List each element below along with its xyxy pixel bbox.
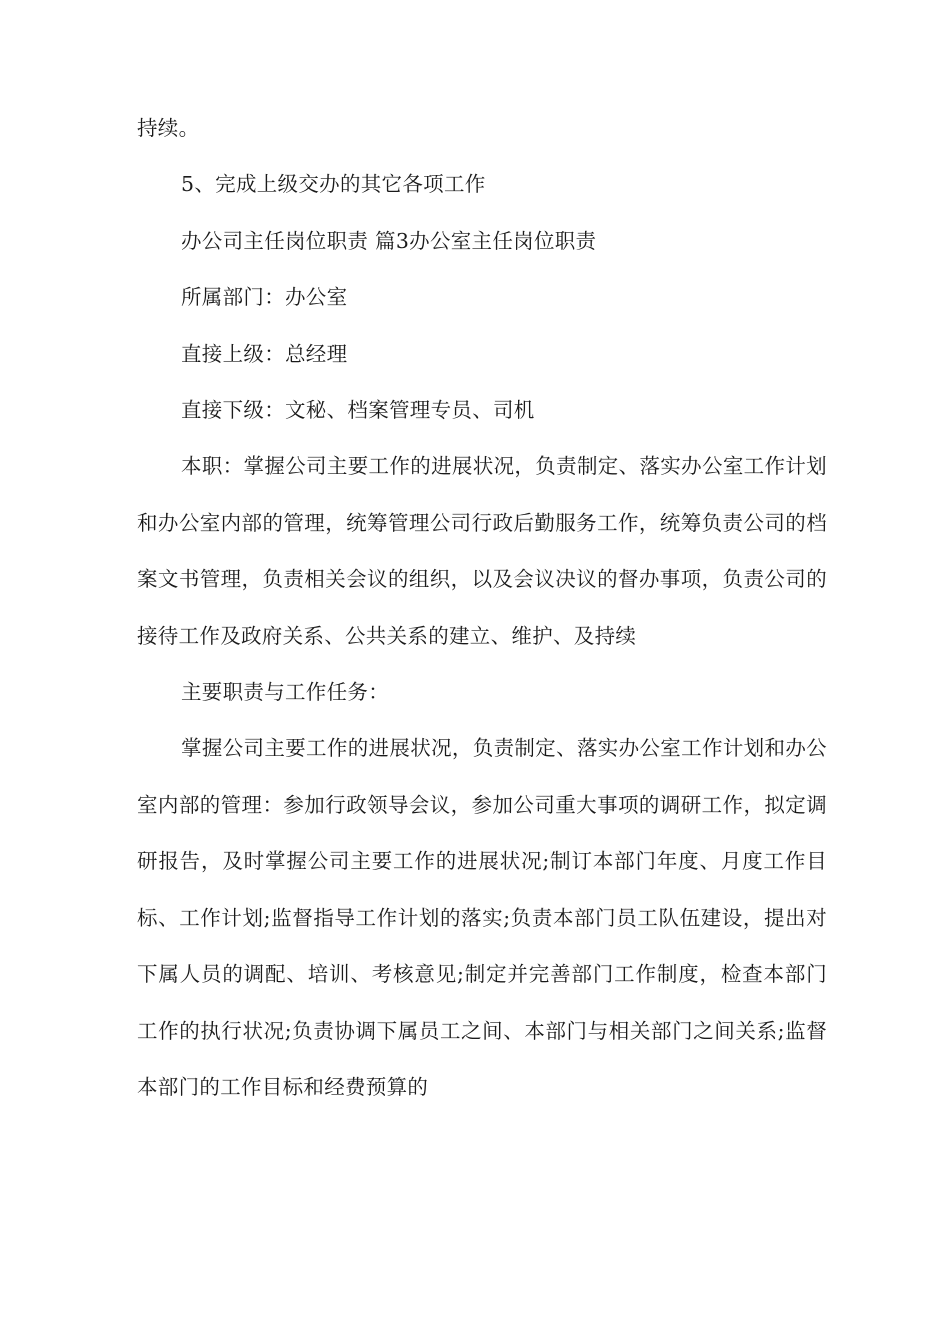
paragraph-item-5: 5、完成上级交办的其它各项工作 — [181, 172, 486, 197]
department-line: 所属部门：办公室 — [181, 285, 348, 310]
paragraph-continuation: 持续。 — [137, 116, 200, 140]
section-heading: 办公司主任岗位职责 篇3办公室主任岗位职责 — [181, 228, 597, 253]
role-summary-paragraph: 本职：掌握公司主要工作的进展状况，负责制定、落实办公室工作计划和办公室内部的管理，统筹管理公司行政后勤服务工作，统筹负责公司的档案文书管理，负责相关会议的组织，以及会议决议的督办事项，负责公司的接待工作及政府关系、公共关系的建立、维护、及持续 — [137, 454, 827, 648]
direct-superior-line: 直接上级：总经理 — [181, 341, 348, 366]
direct-subordinates-line: 直接下级：文秘、档案管理专员、司机 — [181, 398, 535, 423]
document-body — [137, 100, 827, 1115]
duties-paragraph: 掌握公司主要工作的进展状况，负责制定、落实办公室工作计划和办公室内部的管理：参加行政领导会议，参加公司重大事项的调研工作，拟定调研报告，及时掌握公司主要工作的进展状况;制订本部门年度、月度工作目标、工作计划;监督指导工作计划的落实;负责本部门员工队伍建设，提出对下属人员的调配、培训、考核意见;制定并完善部门工作制度，检查本部门工作的执行状况;负责协调下属员工之间、本部门与相关部门之间关系;监督本部门的工作目标和经费预算的 — [137, 736, 827, 1099]
duties-heading: 主要职责与工作任务： — [181, 680, 389, 705]
